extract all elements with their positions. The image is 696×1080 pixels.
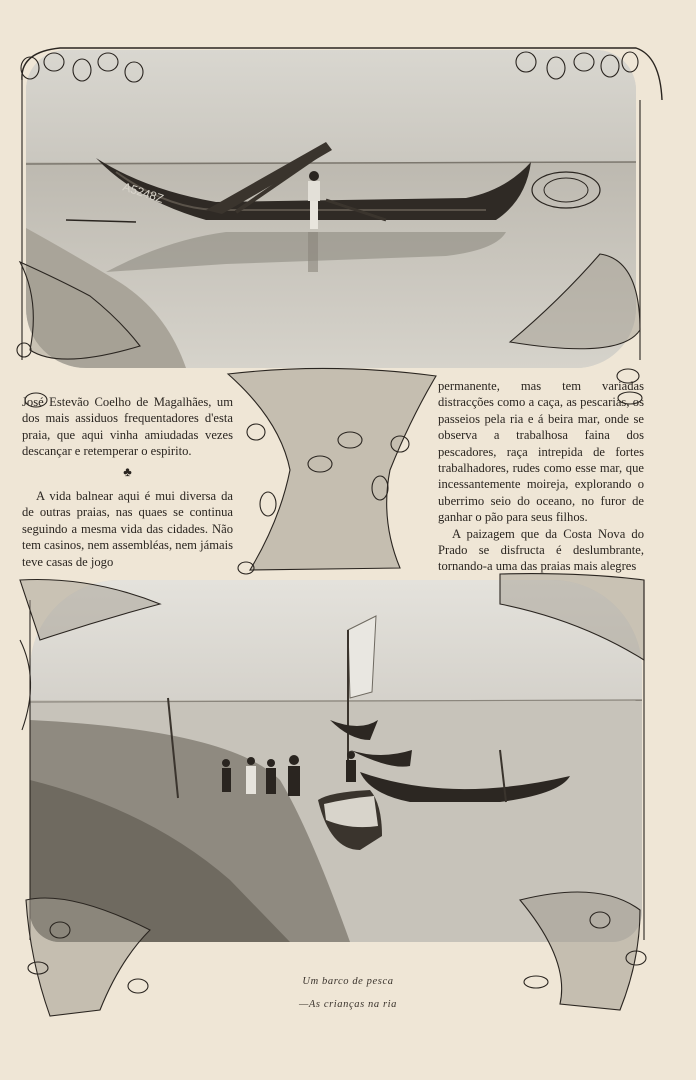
club-ornament: ♣ — [123, 463, 132, 479]
left-paragraph-2: A vida balnear aqui é mui diversa da de outras praias, nas quaes se continua seguindo a mesma vida das cidades. Não tem casinos, nem assembléas, nem jámais teve casas de jogo — [22, 489, 233, 569]
boat-number-text: A5248Z — [121, 179, 166, 206]
left-paragraph-1: José Estevão Coelho de Magalhães, um dos mais assiduos frequentadores d'esta praia, que aqui vinha amiudadas vezes descançar e retemperar o espirito. — [22, 395, 233, 459]
caption-line-1: Um barco de pesca — [302, 976, 394, 987]
left-text-column — [22, 394, 233, 570]
right-paragraph-1: permanente, mas tem variadas distracções como a caça, as pescarias, os passeios pela ria e á beira mar, onde se observa a trabalhosa faina dos pescadores, raça intrepida de fortes trabalhadores, rudes como esse mar, que incessantemente moireja, explorando o uberrimo seio do oceano, no furor de ganhar o pão para seus filhos. — [438, 379, 644, 525]
right-text-column — [438, 378, 644, 575]
caption-line-2: —As crianças na ria — [298, 999, 398, 1010]
right-paragraph-2: A paizagem que da Costa Nova do Prado se disfructa é deslumbrante, tornando-a uma das praias mais alegres — [438, 526, 644, 574]
